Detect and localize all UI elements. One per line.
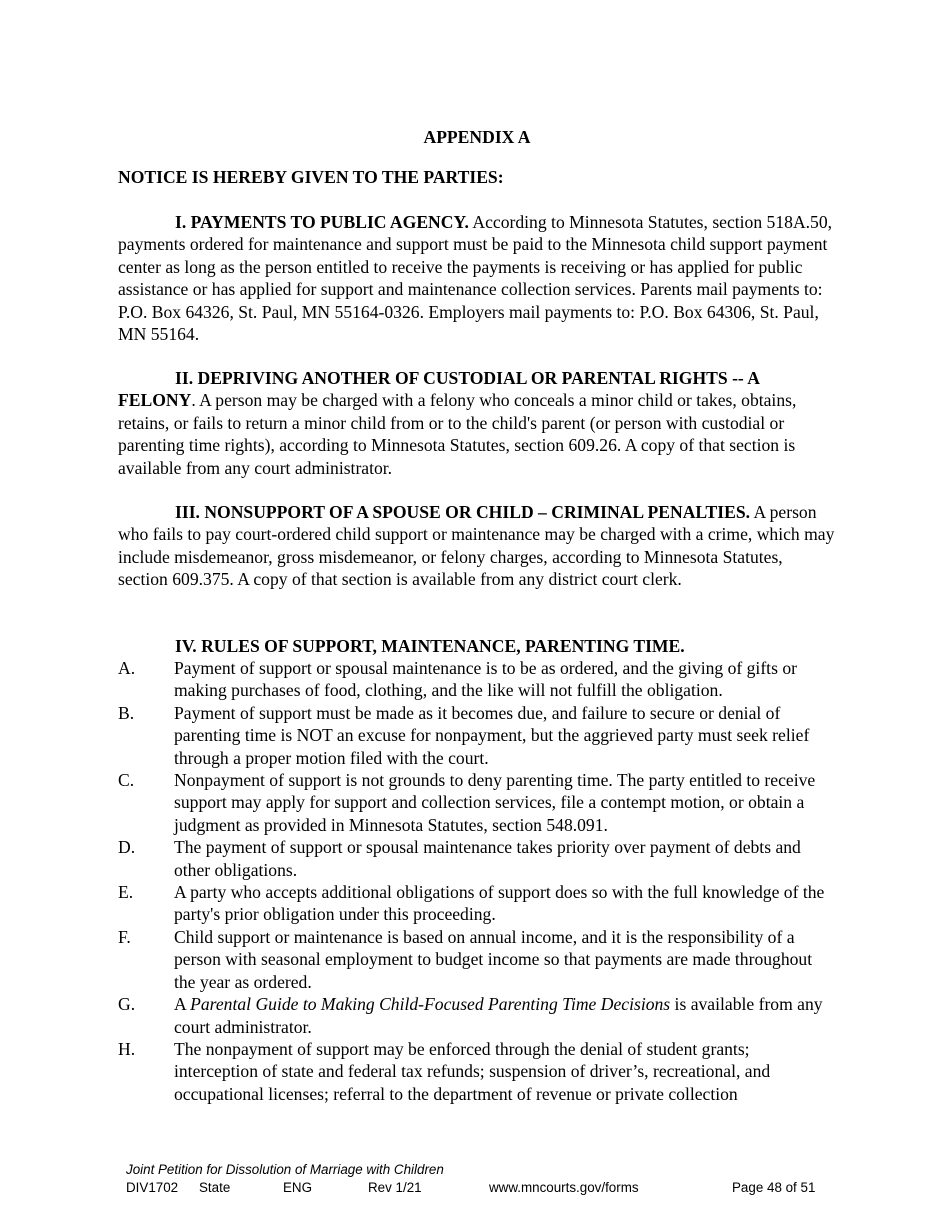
rule-item (118, 881, 836, 926)
section-3-paragraph (118, 501, 836, 591)
rule-item (118, 1038, 836, 1105)
page-footer (126, 1161, 826, 1197)
section-4-heading: IV. RULES OF SUPPORT, MAINTENANCE, PARENTING TIME. (175, 636, 685, 656)
rule-letter: E. (118, 882, 134, 903)
rule-text-before: A (174, 994, 191, 1015)
rule-item (118, 926, 836, 993)
section-2-heading: II. DEPRIVING ANOTHER OF CUSTODIAL OR PARENTAL RIGHTS -- A FELONY (118, 368, 759, 411)
rule-text (174, 993, 836, 1038)
footer-info-row (126, 1179, 826, 1197)
rule-item (118, 836, 836, 881)
guide-title: Parental Guide to Making Child-Focused Parenting Time Decisions (190, 994, 671, 1015)
rule-text: A party who accepts additional obligations of support does so with the full knowledge of the party's prior obligation under this proceeding. (174, 882, 825, 925)
rule-letter: B. (118, 702, 135, 723)
rules-list (118, 657, 836, 1105)
footer-page-number: Page 48 of 51 (732, 1180, 816, 1195)
rule-text: The payment of support or spousal maintenance takes priority over payment of debts and other obligations. (174, 837, 801, 880)
footer-website-link[interactable]: www.mncourts.gov/forms (489, 1180, 639, 1195)
rule-letter: H. (118, 1038, 136, 1059)
notice-heading: NOTICE IS HEREBY GIVEN TO THE PARTIES: (118, 167, 504, 187)
section-3-heading: III. NONSUPPORT OF A SPOUSE OR CHILD – CRIMINAL PENALTIES. (175, 502, 751, 522)
appendix-title: APPENDIX A (423, 127, 531, 147)
rule-letter: D. (118, 837, 136, 858)
section-1-paragraph (118, 211, 836, 345)
rule-letter: G. (118, 994, 136, 1015)
rule-text: Child support or maintenance is based on annual income, and it is the responsibility of a person with seasonal employment to budget income so that payments are made throughout the year as ordered. (174, 926, 813, 992)
rule-item (118, 657, 836, 702)
section-3-body: A person who fails to pay court-ordered child support or maintenance may be charged with a crime, which may include misdemeanor, gross misdemeanor, or felony charges, according to Minnesota Statutes, section 609.375. A copy of that section is available from any district court clerk. (118, 502, 835, 590)
footer-form-title: Joint Petition for Dissolution of Marriage with Children (126, 1162, 444, 1177)
section-1-heading: I. PAYMENTS TO PUBLIC AGENCY. (175, 212, 469, 232)
rule-text: Nonpayment of support is not grounds to deny parenting time. The party entitled to receive support may apply for support and collection services, file a contempt motion, or obtain a judgment as provided in Minnesota Statutes, section 548.091. (174, 770, 816, 835)
section-2-paragraph (118, 367, 836, 479)
rule-text-after: is available from any court administrator. (174, 994, 823, 1037)
rule-item (118, 702, 836, 769)
footer-jurisdiction: State (199, 1180, 231, 1195)
rule-letter: A. (118, 658, 136, 678)
rule-item (118, 769, 836, 836)
rule-letter: F. (118, 926, 131, 947)
section-2-body: . A person may be charged with a felony who conceals a minor child or takes, obtains, retains, or fails to return a minor child from or to the child's parent (or person with custodial or parenting time rights), according to Minnesota Statutes, section 609.26. A copy of that section is available from any court administrator. (118, 390, 797, 478)
footer-form-code: DIV1702 (126, 1180, 179, 1195)
footer-language: ENG (283, 1180, 313, 1195)
rule-text: The nonpayment of support may be enforced through the denial of student grants; interception of state and federal tax refunds; suspension of driver’s, recreational, and occupational licenses; referral to the department of revenue or private collection (174, 1038, 771, 1104)
section-1-body: According to Minnesota Statutes, section 518A.50, payments ordered for maintenance and support must be paid to the Minnesota child support payment center as long as the person entitled to receive the payments is receiving or has applied for public assistance or has applied for support and maintenance collection services. Parents mail payments to: P.O. Box 64326, St. Paul, MN 55164-0326. Employers mail payments to: P.O. Box 64306, St. Paul, MN 55164. (118, 212, 833, 345)
rule-text: Payment of support must be made as it becomes due, and failure to secure or denial of parenting time is NOT an excuse for nonpayment, but the aggrieved party must seek relief through a proper motion filed with the court. (174, 702, 810, 768)
footer-revision: Rev 1/21 (368, 1180, 422, 1195)
rule-item (118, 993, 836, 1038)
rule-letter: C. (118, 770, 135, 791)
rule-text: Payment of support or spousal maintenance is to be as ordered, and the giving of gifts or making purchases of food, clothing, and the like will not fulfill the obligation. (174, 658, 797, 701)
